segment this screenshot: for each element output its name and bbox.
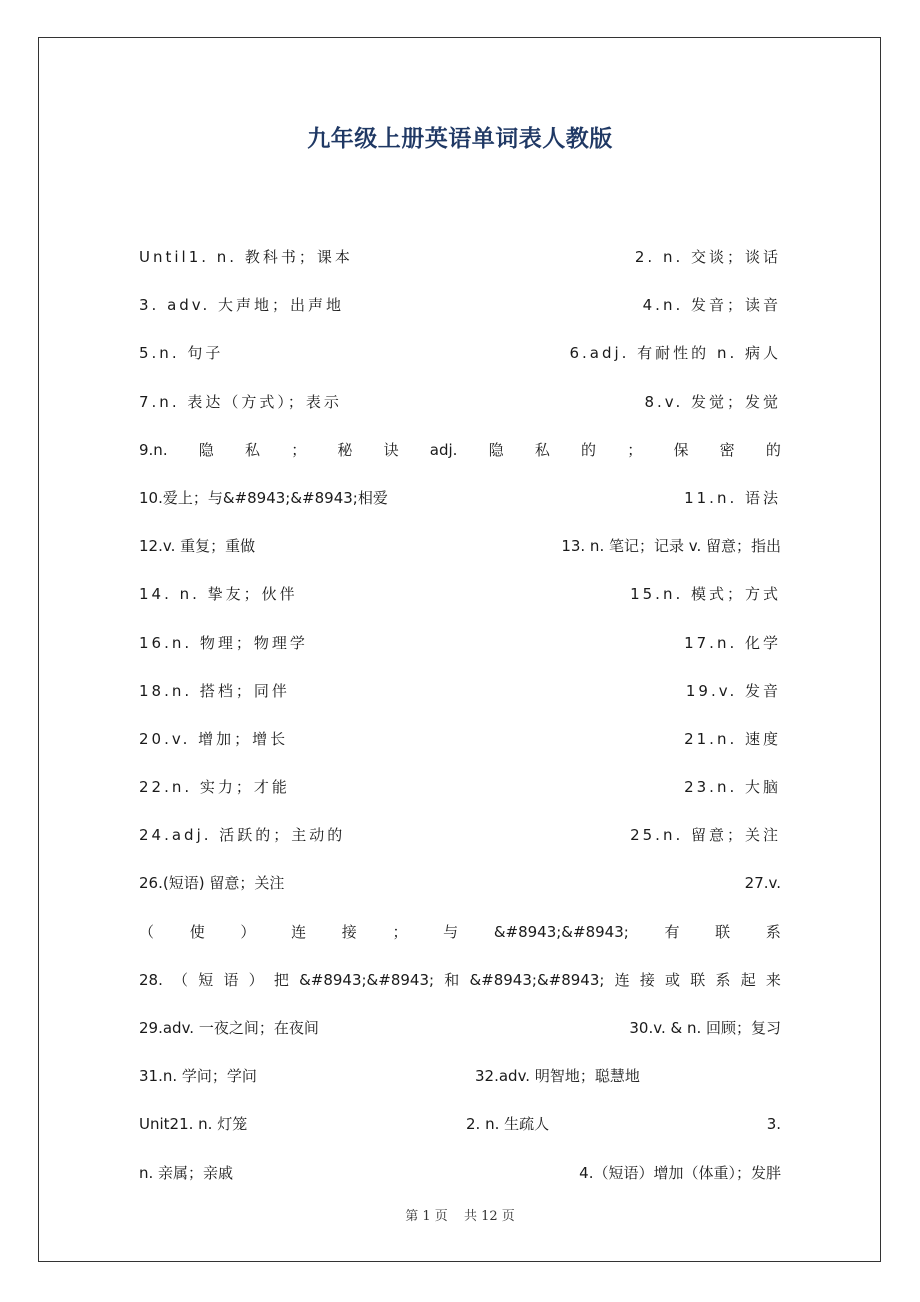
vocab-line (139, 336, 781, 384)
vocab-token: 系 (765, 922, 781, 941)
vocab-token: 和 (444, 970, 460, 989)
vocab-token: 连 (291, 922, 307, 941)
vocab-token: 的 (581, 440, 597, 459)
vocab-token: 系 (715, 970, 731, 989)
page-number: 第 1 页 (405, 1209, 448, 1224)
vocab-entry-left: 24.adj. 活跃的；主动的 (139, 826, 346, 845)
vocab-line (139, 481, 781, 529)
vocab-token: 有 (664, 922, 680, 941)
vocab-line-justified (139, 433, 781, 481)
vocab-entry-middle: 32.adv. 明智地；聪慧地 (475, 1067, 640, 1086)
vocab-token: 28. (139, 970, 163, 989)
vocab-token: ） (248, 970, 264, 989)
vocab-entry-right: 11.n. 语法 (684, 488, 781, 507)
vocab-entry-right: 15.n. 模式；方式 (630, 585, 781, 604)
vocab-line-justified (139, 963, 781, 1011)
vocab-token: 使 (189, 922, 205, 941)
page-footer (0, 1205, 920, 1224)
vocab-entry-left: 3. adv. 大声地；出声地 (139, 296, 345, 315)
vocab-token: 起 (740, 970, 756, 989)
vocab-entry-left: 12.v. 重复；重做 (139, 537, 256, 556)
vocab-token: （ (173, 970, 189, 989)
page-total: 共 12 页 (463, 1209, 515, 1224)
vocab-token: 隐 (198, 440, 214, 459)
vocab-entry-left: 7.n. 表达（方式）；表示 (139, 392, 342, 411)
vocab-token: 的 (765, 440, 781, 459)
vocab-token: adj. (429, 440, 458, 459)
vocab-token: 把 (273, 970, 289, 989)
vocab-token: 联 (690, 970, 706, 989)
vocab-line (139, 1059, 781, 1107)
vocab-token: ； (627, 440, 643, 459)
vocab-entry-right: 23.n. 大脑 (684, 778, 781, 797)
vocab-line (139, 1011, 781, 1059)
vocab-token: （ (139, 922, 155, 941)
vocab-entry-left: 31.n. 学问；学问 (139, 1067, 257, 1086)
vocab-entry-left: 20.v. 增加；增长 (139, 729, 289, 748)
vocab-token: 来 (765, 970, 781, 989)
vocab-token: 接 (341, 922, 357, 941)
vocab-entry-left: 10.爱上；与&#8943;&#8943;相爱 (139, 488, 388, 507)
vocab-token: &#8943;&#8943; (493, 922, 629, 941)
vocab-entry-left: 5.n. 句子 (139, 344, 224, 363)
vocab-entry-left: 18.n. 搭档；同伴 (139, 681, 290, 700)
vocab-entry-right: 17.n. 化学 (684, 633, 781, 652)
vocab-token: 私 (534, 440, 550, 459)
vocab-entry-left: 26.(短语) 留意；关注 (139, 874, 285, 893)
vocab-line-justified (139, 915, 781, 963)
vocab-entry-left: n. 亲属；亲戚 (139, 1163, 234, 1182)
vocab-entry-left: Until1. n. 教科书；课本 (139, 248, 353, 266)
vocab-line (139, 577, 781, 625)
vocab-token: 与 (443, 922, 459, 941)
vocab-token: 短 (198, 970, 214, 989)
vocab-line (139, 866, 781, 914)
vocab-token: ； (392, 922, 408, 941)
vocab-token: 密 (719, 440, 735, 459)
vocab-token: 诀 (383, 440, 399, 459)
vocab-line (139, 626, 781, 674)
vocab-entry-right: 27.v. (744, 874, 781, 893)
vocab-entry-right: 21.n. 速度 (684, 729, 781, 748)
vocab-entry-middle: 2. n. 生疏人 (466, 1115, 550, 1134)
vocab-line (139, 1156, 781, 1204)
vocab-token: 9.n. (139, 440, 168, 459)
vocab-entry-right: 13. n. 笔记；记录 v. 留意；指出 (561, 537, 781, 556)
vocab-token: ） (240, 922, 256, 941)
vocab-entry-right: 30.v. & n. 回顾；复习 (629, 1019, 781, 1037)
vocab-line (139, 770, 781, 818)
vocab-entry-left: 14. n. 挚友；伙伴 (139, 585, 298, 604)
vocab-entry-right: 4.（短语）增加（体重）；发胖 (579, 1163, 781, 1182)
vocab-entry-left: 16.n. 物理；物理学 (139, 633, 308, 652)
vocab-line (139, 818, 781, 866)
vocab-token: 接 (639, 970, 655, 989)
vocab-line (139, 529, 781, 577)
vocabulary-list (139, 240, 781, 1204)
vocab-token: 联 (715, 922, 731, 941)
vocab-token: 隐 (488, 440, 504, 459)
vocab-entry-left: 22.n. 实力；才能 (139, 778, 290, 797)
vocab-entry-right: 8.v. 发觉；发觉 (644, 392, 781, 411)
vocab-entry-left: 29.adv. 一夜之间；在夜间 (139, 1019, 319, 1037)
vocab-entry-left: Unit21. n. 灯笼 (139, 1115, 248, 1134)
vocab-token: &#8943;&#8943; (469, 970, 605, 989)
vocab-line (139, 674, 781, 722)
vocab-line (139, 385, 781, 433)
vocab-entry-right: 4.n. 发音；读音 (642, 296, 781, 315)
vocab-line (139, 1107, 781, 1155)
vocab-token: 私 (244, 440, 260, 459)
vocab-entry-right: 19.v. 发音 (685, 681, 781, 700)
vocab-token: 保 (673, 440, 689, 459)
vocab-line (139, 722, 781, 770)
vocab-entry-right: 2. n. 交谈；谈话 (634, 248, 781, 266)
vocab-token: 连 (614, 970, 630, 989)
vocab-token: &#8943;&#8943; (299, 970, 435, 989)
vocab-token: 秘 (337, 440, 353, 459)
vocab-token: 语 (223, 970, 239, 989)
vocab-line (139, 288, 781, 336)
vocab-token: 或 (665, 970, 681, 989)
vocab-entry-right: 6.adj. 有耐性的 n. 病人 (569, 344, 781, 363)
page-title: 九年级上册英语单词表人教版 (307, 126, 613, 152)
vocab-entry-right: 25.n. 留意；关注 (630, 826, 781, 845)
vocab-line (139, 240, 781, 288)
vocab-token: ； (291, 440, 307, 459)
vocab-entry-right: 3. (766, 1115, 781, 1134)
